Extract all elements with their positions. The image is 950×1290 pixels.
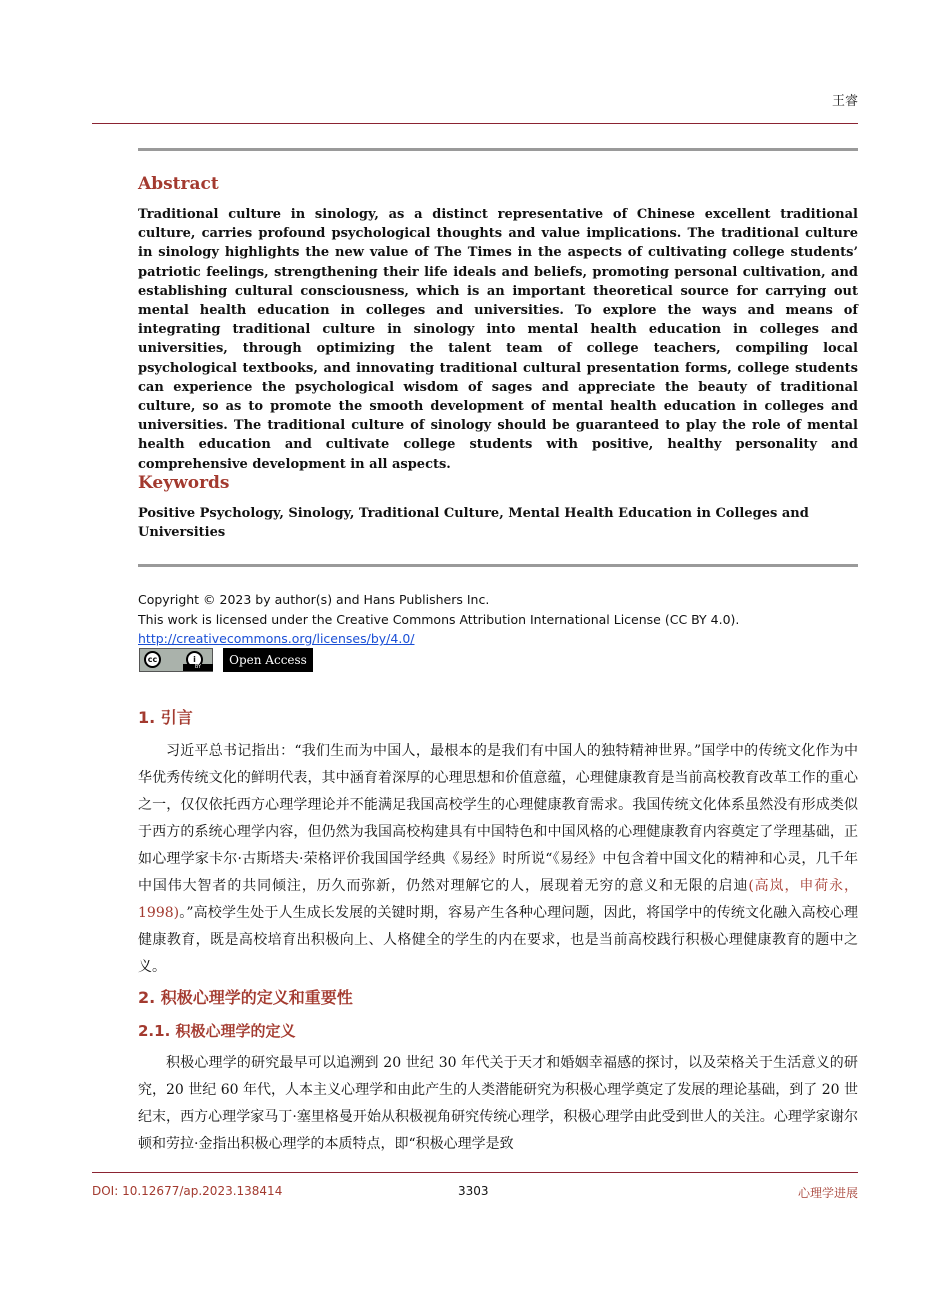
by-label: BY <box>183 664 213 671</box>
footer-journal-name: 心理学进展 <box>797 1186 858 1200</box>
section-1-title: 1. 引言 <box>138 708 193 727</box>
footer-page-number: 3303 <box>458 1184 489 1198</box>
license-link[interactable]: http://creativecommons.org/licenses/by/4.0/ <box>138 631 415 646</box>
license-line: This work is licensed under the Creative Commons Attribution International License (CC BY 4.0). <box>138 611 740 627</box>
section-2-title: 2. 积极心理学的定义和重要性 <box>138 988 353 1007</box>
header-divider <box>92 123 858 124</box>
section-1-text-b: 。”高校学生处于人生成长发展的关键时期，容易产生各种心理问题，因此，将国学中的传统文化融入高校心理健康教育，既是高校培育出积极向上、人格健全的学生的内在要求，也是当前高校践行积极心理健康教育的题中之义。 <box>138 905 858 975</box>
cc-icon: cc <box>144 651 161 668</box>
abstract-title: Abstract <box>138 174 219 194</box>
copyright-top-rule <box>138 564 858 567</box>
section-2-1-title: 2.1. 积极心理学的定义 <box>138 1022 296 1040</box>
attribution-icon: i <box>186 651 203 668</box>
cc-by-badge[interactable] <box>139 648 213 672</box>
section-1-text-a: 习近平总书记指出：“我们生而为中国人，最根本的是我们有中国人的独特精神世界。”国学中的传统文化作为中华优秀传统文化的鲜明代表，其中涵育着深厚的心理思想和价值意蕴，心理健康教育是当前高校教育改革工作的重心之一，仅仅依托西方心理学理论并不能满足我国高校学生的心理健康教育需求。我国传统文化体系虽然没有形成类似于西方的系统心理学内容，但仍然为我国高校构建具有中国特色和中国风格的心理健康教育内容奠定了学理基础，正如心理学家卡尔·古斯塔夫·荣格评价我国国学经典《易经》时所说“《易经》中包含着中国文化的精神和心灵，几千年中国伟大智者的共同倾注，历久而弥新，仍然对理解它的人，展现着无穷的意义和无限的启迪 <box>138 743 858 894</box>
keywords-title: Keywords <box>138 473 230 493</box>
section-2-1-paragraph: 积极心理学的研究最早可以追溯到 20 世纪 30 年代关于天才和婚姻幸福感的探讨，以及荣格关于生活意义的研究，20 世纪 60 年代，人本主义心理学和由此产生的人类潜能研究为积极心理学奠定了发展的理论基础，到了 20 世纪末，西方心理学家马丁·塞里格曼开始从积极视角研究传统心理学，积极心理学由此受到世人的关注。心理学家谢尔顿和劳拉·金指出积极心理学的本质特点，即“积极心理学是致 <box>138 1055 858 1152</box>
open-access-badge: Open Access <box>223 648 313 672</box>
citation-link[interactable]: (高岚，申荷永，1998) <box>138 878 858 921</box>
header-author: 王睿 <box>831 94 858 109</box>
abstract-text: Traditional culture in sinology, as a distinct representative of Chinese excellent traditional culture, carries profound psychological thoughts and value implications. The traditional culture in sinology highlights the new value of The Times in the aspects of cultivating college students’ patriotic feelings, strengthening their life ideals and beliefs, promoting personal cultivation, and establishing cultural consciousness, which is an important theoretical source for carrying out mental health education in colleges and universities. To explore the ways and means of integrating traditional culture in sinology into mental health education in colleges and universities, through optimizing the talent team of college teachers, compiling local psychological textbooks, and innovating traditional cultural presentation forms, college students can experience the psychological wisdom of sages and appreciate the beauty of traditional culture, so as to promote the smooth development of mental health education in colleges and universities. The traditional culture of sinology should be guaranteed to play the role of mental health education and cultivate college students with positive, healthy personality and comprehensive development in all aspects. <box>138 207 858 472</box>
abstract-top-rule <box>138 148 858 151</box>
footer-doi: DOI: 10.12677/ap.2023.138414 <box>92 1184 283 1198</box>
footer-divider <box>92 1172 858 1173</box>
section-1-paragraph <box>138 738 858 981</box>
copyright-line: Copyright © 2023 by author(s) and Hans Publishers Inc. <box>138 592 490 607</box>
copyright-block <box>138 590 739 649</box>
keywords-text: Positive Psychology, Sinology, Traditional Culture, Mental Health Education in Colleges and Universities <box>138 506 809 540</box>
